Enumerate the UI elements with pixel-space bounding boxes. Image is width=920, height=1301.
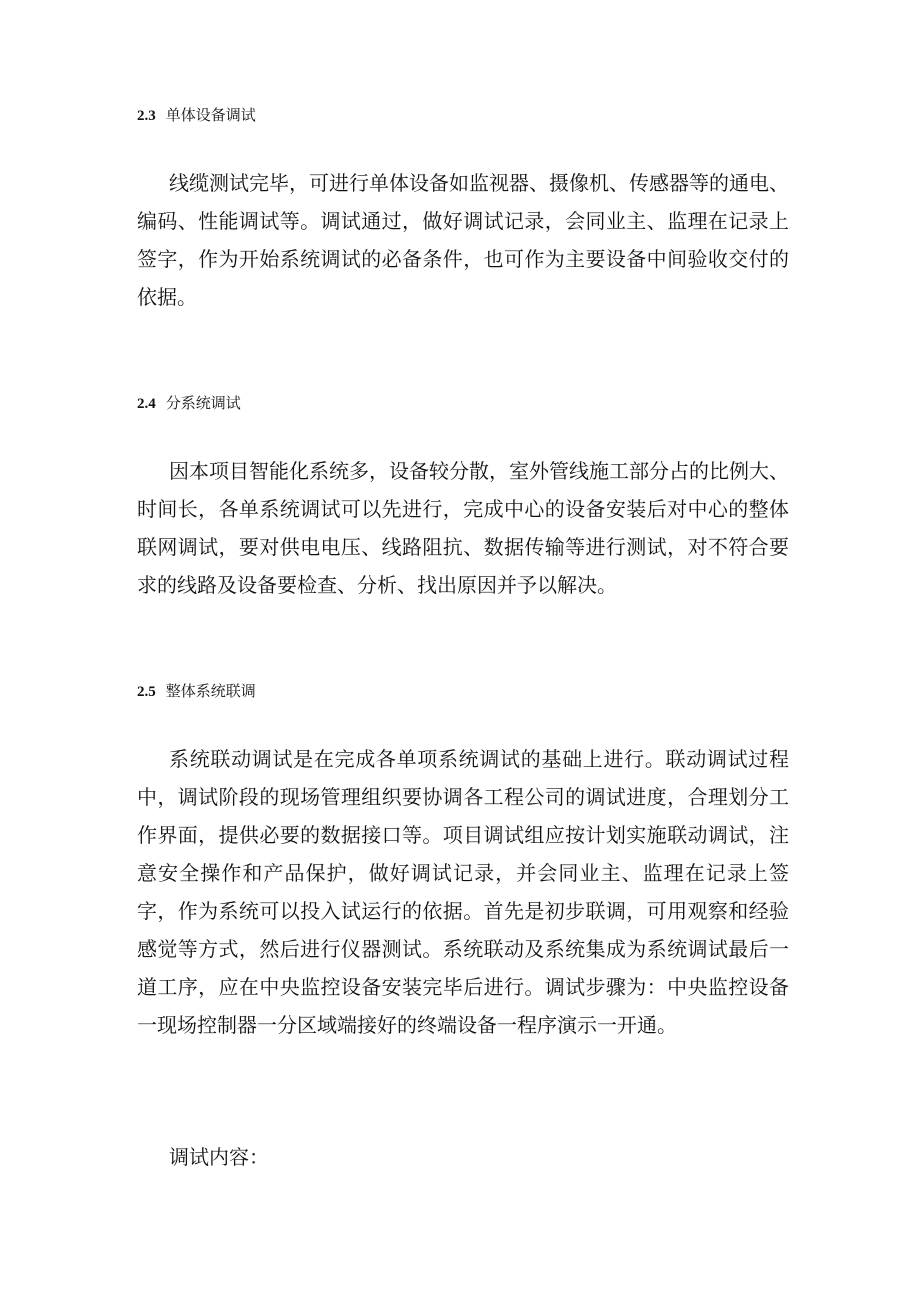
section-title: 分系统调试 xyxy=(165,394,241,412)
section-paragraph-2-4: 因本项目智能化系统多，设备较分散，室外管线施工部分占的比例大、时间长，各单系统调试可以先进行，完成中心的设备安装后对中心的整体联网调试，要对供电电压、线路阻抗、数据传输等进行测试，对不符合要求的线路及设备要检查、分析、找出原因并予以解决。 xyxy=(137,459,789,597)
section-paragraph-2-3: 线缆测试完毕，可进行单体设备如监视器、摄像机、传感器等的通电、编码、性能调试等。调试通过，做好调试记录，会同业主、监理在记录上签字，作为开始系统调试的必备条件，也可作为主要设备中间验收交付的依据。 xyxy=(137,171,789,309)
section-heading-2-3 xyxy=(137,104,256,127)
section-paragraph-2-5: 系统联动调试是在完成各单项系统调试的基础上进行。联动调试过程中，调试阶段的现场管理组织要协调各工程公司的调试进度，合理划分工作界面，提供必要的数据接口等。项目调试组应按计划实施联动调试，注意安全操作和产品保护，做好调试记录，并会同业主、监理在记录上签字，作为系统可以投入试运行的依据。首先是初步联调，可用观察和经验感觉等方式，然后进行仪器测试。系统联动及系统集成为系统调试最后一道工序，应在中央监控设备安装完毕后进行。调试步骤为：中央监控设备一现场控制器一分区域端接好的终端设备一程序演示一开通。 xyxy=(137,747,789,1037)
section-title: 整体系统联调 xyxy=(165,682,256,700)
section-title: 单体设备调试 xyxy=(165,106,256,124)
section-number: 2.5 xyxy=(137,684,156,700)
content-label: 调试内容： xyxy=(169,1145,269,1169)
section-number: 2.4 xyxy=(137,396,156,412)
section-heading-2-4 xyxy=(137,392,241,415)
section-number: 2.3 xyxy=(137,108,156,124)
section-heading-2-5 xyxy=(137,680,256,703)
